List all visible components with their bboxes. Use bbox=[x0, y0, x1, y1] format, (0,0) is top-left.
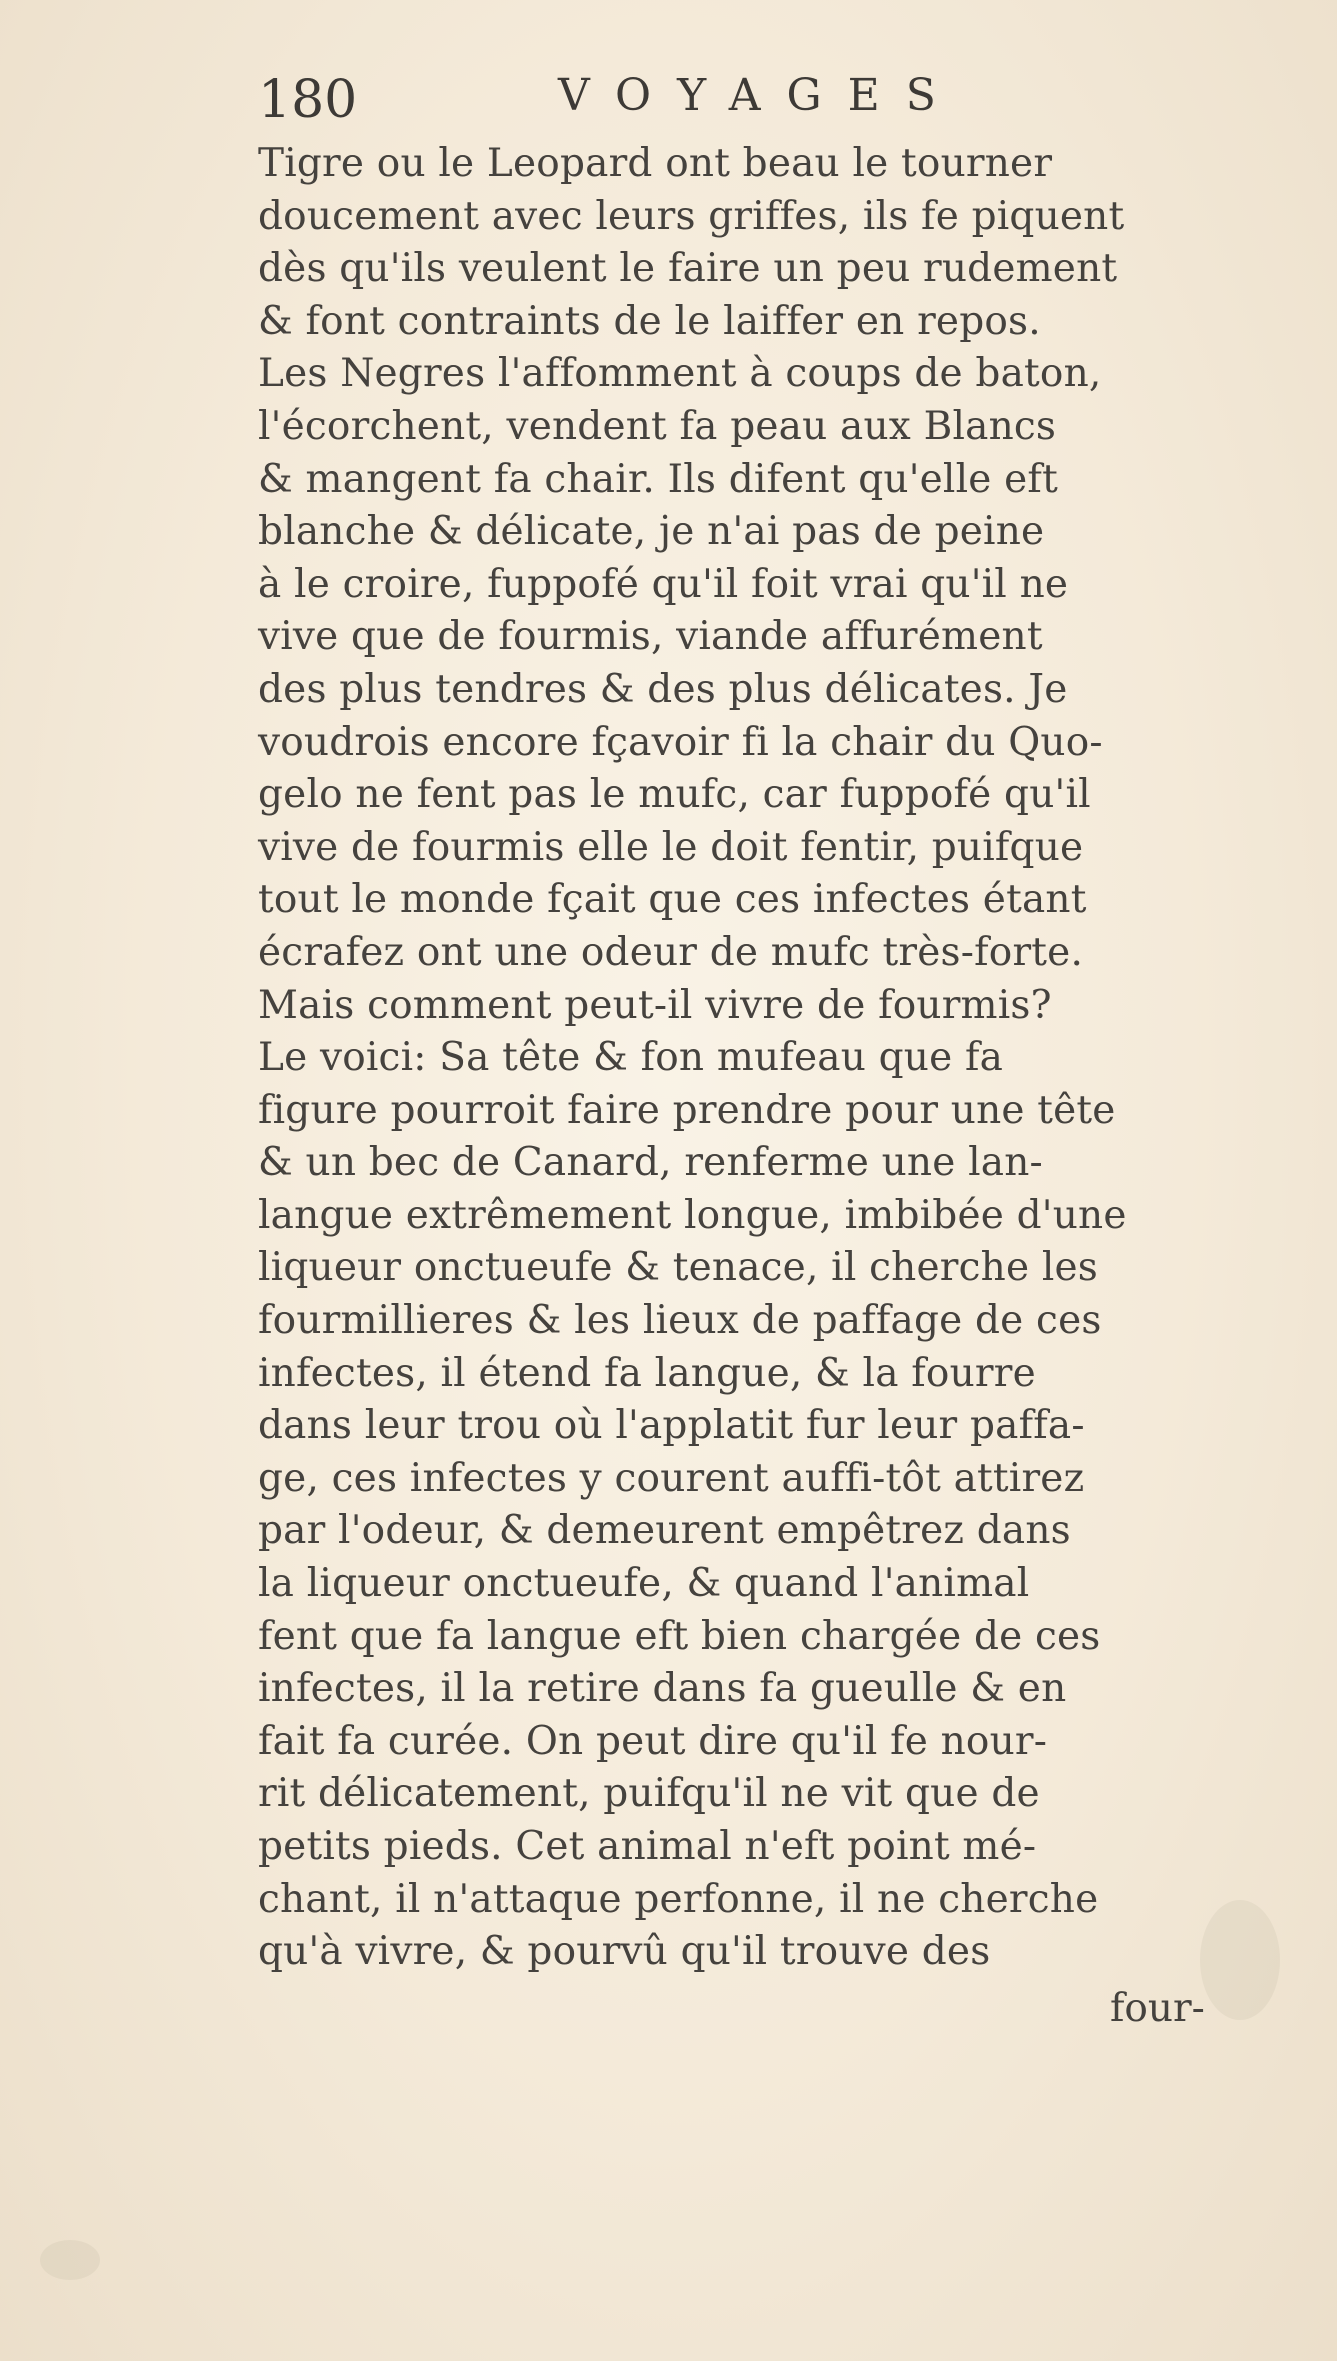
page-number: 180 bbox=[258, 70, 358, 130]
text-line: infectes, il la retire dans fa gueulle & en bbox=[258, 1666, 1067, 1712]
text-line: & mangent fa chair. Ils difent qu'elle eft bbox=[258, 456, 1058, 502]
text-line: Mais comment peut-il vivre de fourmis? bbox=[258, 982, 1052, 1028]
text-line: dès qu'ils veulent le faire un peu rudement bbox=[258, 246, 1118, 292]
text-line: infectes, il étend fa langue, & la fourre bbox=[258, 1350, 1036, 1396]
text-line: fent que fa langue eft bien chargée de ces bbox=[258, 1613, 1101, 1659]
text-line: rit délicatement, puifqu'il ne vit que de bbox=[258, 1771, 1040, 1817]
text-line: la liqueur onctueufe, & quand l'animal bbox=[258, 1561, 1030, 1607]
text-line: vive que de fourmis, viande affurément bbox=[258, 614, 1043, 660]
text-line: ge, ces infectes y courent auffi-tôt attirez bbox=[258, 1455, 1085, 1501]
text-line: écrafez ont une odeur de mufc très-forte. bbox=[258, 929, 1084, 975]
text-line: & un bec de Canard, renferme une lan- bbox=[258, 1140, 1043, 1186]
text-line: voudrois encore fçavoir fi la chair du Quo- bbox=[258, 719, 1103, 765]
text-line: des plus tendres & des plus délicates. Je bbox=[258, 666, 1068, 712]
text-line: Les Negres l'affomment à coups de baton, bbox=[258, 351, 1102, 397]
text-line: qu'à vivre, & pourvû qu'il trouve des bbox=[258, 1929, 991, 1975]
text-line: blanche & délicate, je n'ai pas de peine bbox=[258, 509, 1045, 555]
text-line: fait fa curée. On peut dire qu'il fe nour- bbox=[258, 1718, 1048, 1764]
text-line: par l'odeur, & demeurent empêtrez dans bbox=[258, 1508, 1071, 1554]
text-line: & font contraints de le laiffer en repos. bbox=[258, 298, 1041, 344]
text-line: fourmillieres & les lieux de paffage de ces bbox=[258, 1298, 1102, 1344]
text-line: l'écorchent, vendent fa peau aux Blancs bbox=[258, 403, 1057, 449]
text-line: vive de fourmis elle le doit fentir, puifque bbox=[258, 824, 1084, 870]
text-line: figure pourroit faire prendre pour une tête bbox=[258, 1087, 1116, 1133]
text-line: tout le monde fçait que ces infectes étant bbox=[258, 877, 1087, 923]
text-line: gelo ne fent pas le mufc, car fuppofé qu'il bbox=[258, 772, 1091, 818]
body-text bbox=[258, 138, 1238, 1979]
text-line: doucement avec leurs griffes, ils fe piquent bbox=[258, 193, 1125, 239]
text-line: à le croire, fuppofé qu'il foit vrai qu'il ne bbox=[258, 561, 1069, 607]
catchword: four- bbox=[1110, 1986, 1205, 2031]
text-line: dans leur trou où l'applatit fur leur paffa- bbox=[258, 1403, 1085, 1449]
page-header bbox=[258, 66, 978, 136]
text-line: liqueur onctueufe & tenace, il cherche les bbox=[258, 1245, 1098, 1291]
text-line: langue extrêmement longue, imbibée d'une bbox=[258, 1192, 1127, 1238]
running-head: VOYAGES bbox=[558, 70, 962, 121]
text-line: Tigre ou le Leopard ont beau le tourner bbox=[258, 141, 1053, 186]
text-line: petits pieds. Cet animal n'eft point mé- bbox=[258, 1824, 1037, 1869]
text-line: chant, il n'attaque perfonne, il ne cherche bbox=[258, 1876, 1099, 1922]
paper-stain bbox=[40, 2240, 100, 2280]
text-line: Le voici: Sa tête & fon mufeau que fa bbox=[258, 1035, 1004, 1081]
